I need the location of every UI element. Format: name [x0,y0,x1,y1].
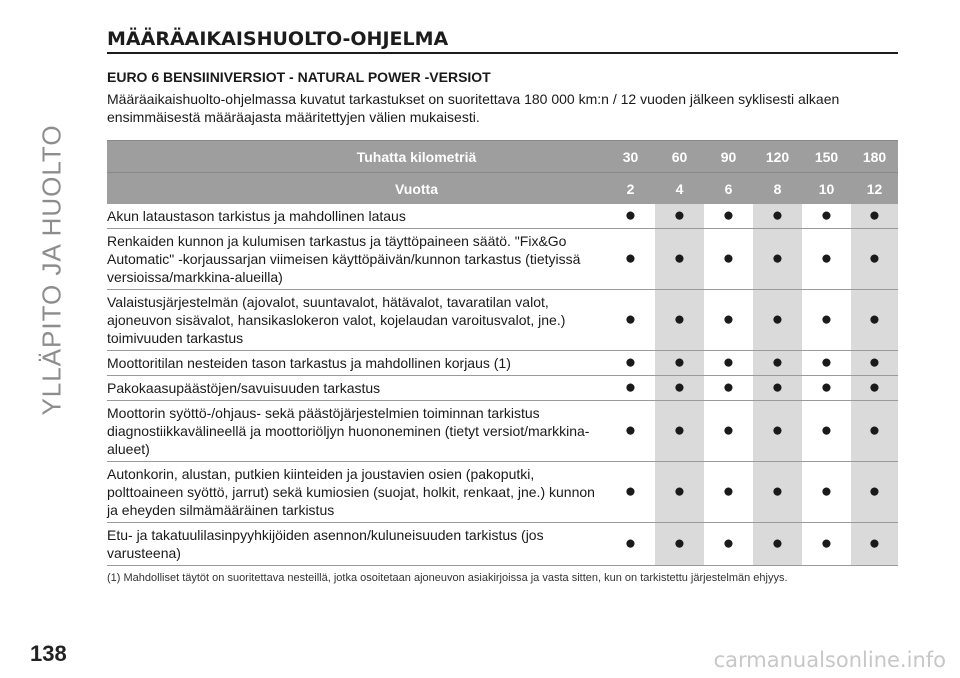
check-mark: ● [753,204,802,229]
years-header-cell: 2 [606,173,655,205]
check-mark: ● [704,523,753,566]
years-header-cell: 4 [655,173,704,205]
check-mark: ● [851,523,898,566]
check-mark: ● [655,462,704,523]
check-mark: ● [704,204,753,229]
check-mark: ● [753,376,802,401]
check-mark: ● [802,204,851,229]
check-mark: ● [655,290,704,351]
check-mark: ● [606,462,655,523]
check-mark: ● [851,229,898,290]
check-mark: ● [802,401,851,462]
check-mark: ● [655,376,704,401]
table-row [107,204,898,229]
check-mark: ● [851,351,898,376]
check-mark: ● [704,290,753,351]
years-header-cell: 8 [753,173,802,205]
check-mark: ● [753,229,802,290]
page-content [107,28,898,584]
table-row [107,351,898,376]
check-mark: ● [655,351,704,376]
check-description: Moottorin syöttö-/ohjaus- sekä päästöjärjestelmien toiminnan tarkistus diagnostiikkavälineellä ja moottoriöljyn huononeminen (tietyt versiot/markkina-alueet) [107,401,606,462]
check-mark: ● [655,229,704,290]
check-mark: ● [753,290,802,351]
check-mark: ● [704,462,753,523]
check-description: Akun lataustason tarkistus ja mahdollinen lataus [107,204,606,229]
check-mark: ● [753,351,802,376]
check-mark: ● [655,401,704,462]
km-header-cell: 90 [704,141,753,173]
check-mark: ● [606,523,655,566]
check-mark: ● [851,401,898,462]
check-mark: ● [606,229,655,290]
check-mark: ● [606,351,655,376]
site-watermark: carmanualsonline.info [713,648,946,672]
check-mark: ● [753,523,802,566]
check-mark: ● [704,229,753,290]
check-mark: ● [704,351,753,376]
table-row [107,462,898,523]
years-header-label: Vuotta [107,173,606,205]
table-footnote: (1) Mahdolliset täytöt on suoritettava nesteillä, jotka osoitetaan ajoneuvon asiakirjoissa ja vasta sitten, kun on tarkistettu järjestelmän ehjyys. [107,572,788,584]
years-header-cell: 6 [704,173,753,205]
km-header-label: Tuhatta kilometriä [107,141,606,173]
check-mark: ● [802,351,851,376]
km-header-cell: 30 [606,141,655,173]
check-description: Pakokaasupäästöjen/savuisuuden tarkastus [107,376,606,401]
check-mark: ● [851,290,898,351]
section-subheading: EURO 6 BENSIINIVERSIOT - NATURAL POWER -VERSIOT [107,69,491,85]
table-row [107,290,898,351]
check-mark: ● [802,523,851,566]
page-heading: MÄÄRÄAIKAISHUOLTO-OHJELMA [107,28,898,54]
check-mark: ● [655,204,704,229]
table-row [107,523,898,566]
check-mark: ● [655,523,704,566]
km-header-cell: 60 [655,141,704,173]
intro-paragraph: Määräaikaishuolto-ohjelmassa kuvatut tarkastukset on suoritettava 180 000 km:n / 12 vuoden jälkeen syklisesti alkaen ensimmäisestä määräajasta määritettyjen välien mukaisesti. [107,91,840,125]
km-header-cell: 120 [753,141,802,173]
schedule-rows [107,204,898,566]
check-mark: ● [606,204,655,229]
km-header-row [107,141,898,173]
table-row [107,229,898,290]
check-mark: ● [802,376,851,401]
check-mark: ● [802,462,851,523]
section-side-title: YLLÄPITO JA HUOLTO [36,124,67,416]
check-mark: ● [606,290,655,351]
check-mark: ● [606,376,655,401]
check-mark: ● [704,376,753,401]
check-description: Autonkorin, alustan, putkien kiinteiden ja joustavien osien (pakoputki, polttoaineen syöttö, jarrut) sekä kumiosien (suojat, holkit, renkaat, jne.) kunnon ja eheyden silmämääräinen tarkistus [107,462,606,523]
table-row [107,401,898,462]
years-header-cell: 10 [802,173,851,205]
years-header-cell: 12 [851,173,898,205]
check-description: Renkaiden kunnon ja kulumisen tarkastus ja täyttöpaineen säätö. "Fix&Go Automatic" -korjaussarjan viimeisen käyttöpäivän/kunnon tarkastus (tietyissä versioissa/markkina-alueilla) [107,229,606,290]
check-mark: ● [802,229,851,290]
check-mark: ● [704,401,753,462]
km-header-cell: 150 [802,141,851,173]
check-description: Valaistusjärjestelmän (ajovalot, suuntavalot, hätävalot, tavaratilan valot, ajoneuvon sisävalot, hansikaslokeron valot, kojelaudan varoitusvalot, jne.) toimivuuden tarkastus [107,290,606,351]
check-mark: ● [851,462,898,523]
check-mark: ● [802,290,851,351]
maintenance-schedule-table [107,140,898,566]
km-header-cell: 180 [851,141,898,173]
check-mark: ● [753,462,802,523]
check-mark: ● [606,401,655,462]
check-mark: ● [851,204,898,229]
table-row [107,376,898,401]
check-mark: ● [851,376,898,401]
check-description: Etu- ja takatuulilasinpyyhkijöiden asennon/kuluneisuuden tarkistus (jos varusteena) [107,523,606,566]
check-mark: ● [753,401,802,462]
page-number: 138 [30,641,67,666]
check-description: Moottoritilan nesteiden tason tarkastus ja mahdollinen korjaus (1) [107,351,606,376]
years-header-row [107,173,898,205]
